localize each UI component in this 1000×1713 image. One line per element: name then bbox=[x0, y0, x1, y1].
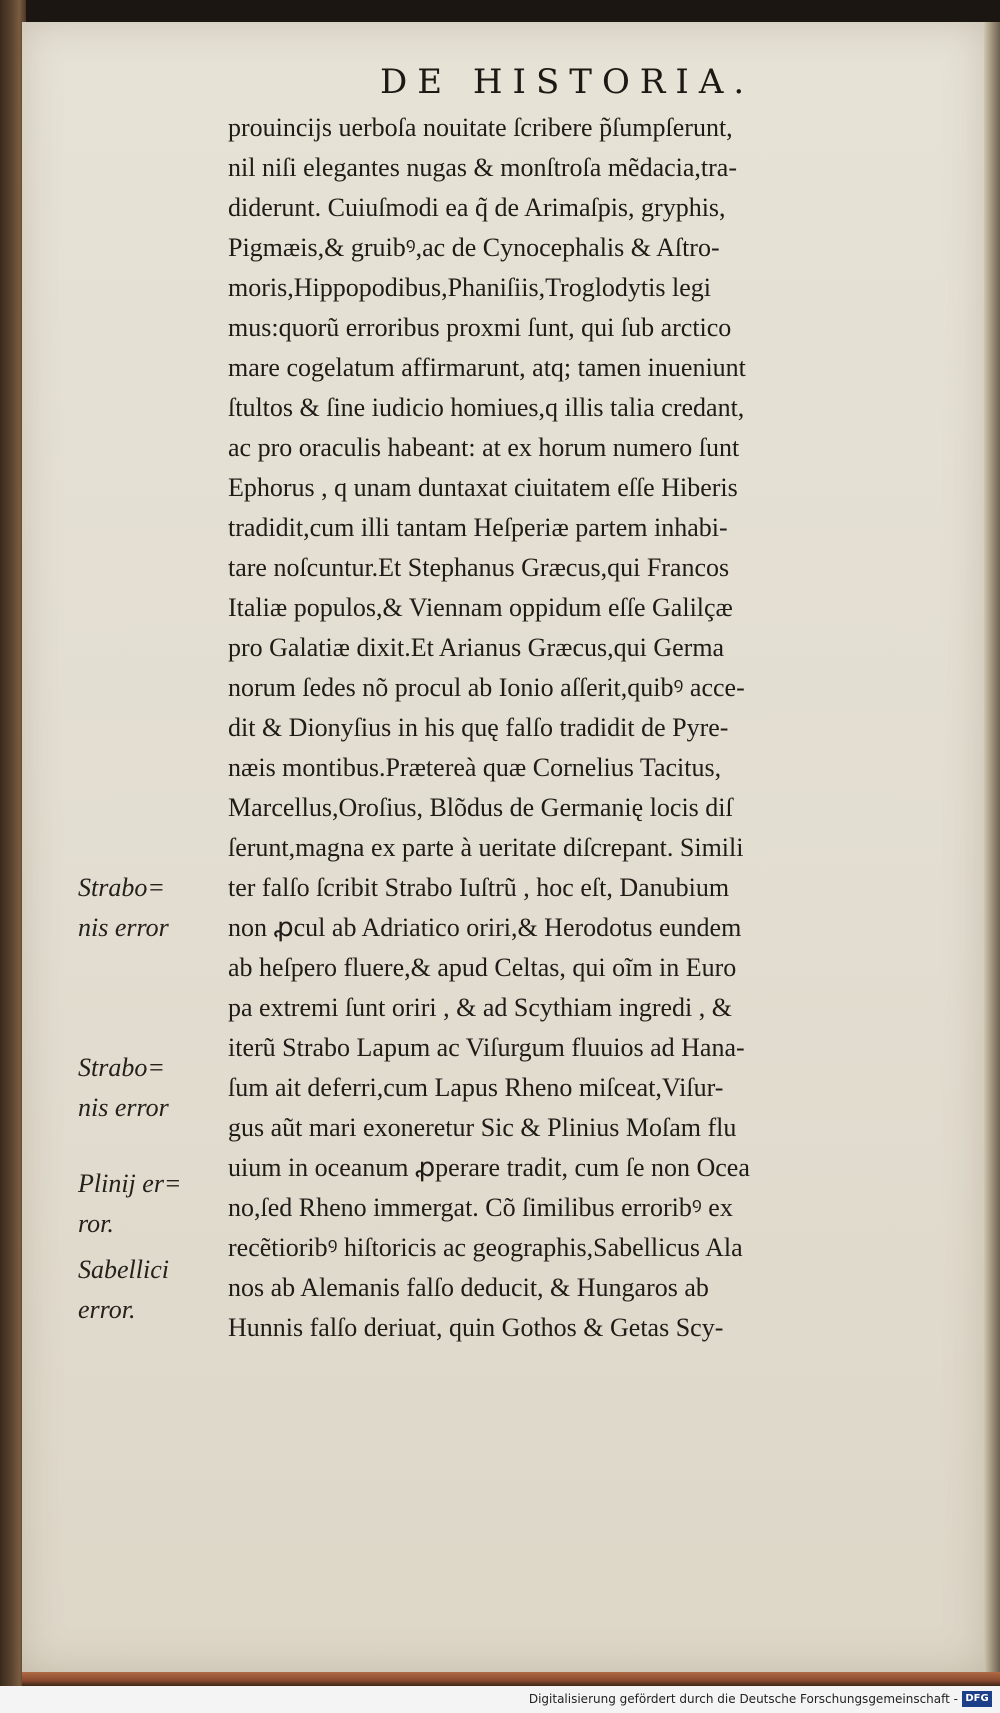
text-line: nil niſi elegantes nugas & monſtroſa mẽdacia,tra- bbox=[228, 153, 738, 182]
marginal-note-line: Plinij er= bbox=[78, 1169, 182, 1198]
text-line: moris,Hippopodibus,Phaniſiis,Troglodytis legi bbox=[228, 273, 711, 302]
text-line: ab heſpero fluere,& apud Celtas, qui oĩm in Euro bbox=[228, 953, 737, 982]
text-line: Pigmæis,& gruibꝰ,ac de Cynocephalis & Aſtro- bbox=[228, 233, 720, 262]
text-line: iterũ Strabo Lapum ac Viſurgum fluuios ad Hana- bbox=[228, 1033, 745, 1062]
text-line: tare noſcuntur.Et Stephanus Græcus,qui Francos bbox=[228, 553, 730, 582]
marginal-note-strabo bbox=[78, 868, 218, 948]
text-line: gus aũt mari exoneretur Sic & Plinius Moſam flu bbox=[228, 1113, 737, 1142]
marginal-note-strabo-2 bbox=[78, 1048, 218, 1128]
marginal-note-line: Strabo= bbox=[78, 1053, 165, 1082]
text-line: næis montibus.Prætereà quæ Cornelius Tacitus, bbox=[228, 753, 722, 782]
text-line: nos ab Alemanis falſo deducit, & Hungaros ab bbox=[228, 1273, 709, 1302]
running-head: DE HISTORIA. bbox=[380, 62, 755, 102]
funding-credit: Digitalisierung gefördert durch die Deutsche Forschungsgemeinschaft - bbox=[528, 1692, 958, 1706]
text-line: pa extremi ſunt oriri , & ad Scythiam ingredi , & bbox=[228, 993, 733, 1022]
text-line: mus:quorũ erroribus proxmi ſunt, qui ſub arctico bbox=[228, 313, 732, 342]
text-line: ſtultos & ſine iudicio homiues,q illis talia credant, bbox=[228, 393, 745, 422]
text-line: Italiæ populos,& Viennam oppidum eſſe Galilçæ bbox=[228, 593, 733, 622]
body-text bbox=[228, 108, 980, 1348]
text-line: recẽtioribꝰ hiſtoricis ac geographis,Sabellicus Ala bbox=[228, 1233, 743, 1262]
marginal-note-sabellicus bbox=[78, 1250, 218, 1330]
digitization-footer bbox=[0, 1686, 1000, 1713]
text-line: no,ſed Rheno immergat. Cõ ſimilibus erroribꝰ ex bbox=[228, 1193, 733, 1222]
text-line: prouincijs uerboſa nouitate ſcribere p̃ſumpſerunt, bbox=[228, 113, 733, 142]
marginal-note-plinius bbox=[78, 1164, 218, 1244]
marginal-note-line: Sabellici bbox=[78, 1255, 169, 1284]
text-line: pro Galatiæ dixit.Et Arianus Græcus,qui Germa bbox=[228, 633, 725, 662]
text-line: norum ſedes nõ procul ab Ionio aſſerit,quibꝰ acce- bbox=[228, 673, 745, 702]
text-line: Ephorus , q unam duntaxat ciuitatem eſſe Hiberis bbox=[228, 473, 738, 502]
text-line: Marcellus,Oroſius, Blõdus de Germanię locis diſ bbox=[228, 793, 733, 822]
text-line: diderunt. Cuiuſmodi ea q̃ de Arimaſpis, gryphis, bbox=[228, 193, 726, 222]
text-line: ſerunt,magna ex parte à ueritate diſcrepant. Simili bbox=[228, 833, 744, 862]
marginal-note-line: Strabo= bbox=[78, 873, 165, 902]
text-line: dit & Dionyſius in his quę falſo tradidit de Pyre- bbox=[228, 713, 729, 742]
text-line: ter falſo ſcribit Strabo Iuſtrũ , hoc eſt, Danubium bbox=[228, 873, 730, 902]
marginal-note-line: nis error bbox=[78, 913, 169, 942]
dfg-logo-icon: DFG bbox=[962, 1691, 992, 1707]
text-line: ac pro oraculis habeant: at ex horum numero ſunt bbox=[228, 433, 740, 462]
text-line: mare cogelatum affirmarunt, atq; tamen inueniunt bbox=[228, 353, 746, 382]
marginal-note-line: nis error bbox=[78, 1093, 169, 1122]
marginal-note-line: ror. bbox=[78, 1209, 114, 1238]
text-line: uium in oceanum ꝓperare tradit, cum ſe non Ocea bbox=[228, 1153, 750, 1182]
book-bottom-edge bbox=[22, 1672, 1000, 1686]
text-line: Hunnis falſo deriuat, quin Gothos & Getas Scy- bbox=[228, 1313, 724, 1342]
text-line: ſum ait deferri,cum Lapus Rheno miſceat,Viſur- bbox=[228, 1073, 724, 1102]
page-edge bbox=[984, 22, 1000, 1672]
text-line: tradidit,cum illi tantam Heſperiæ partem inhabi- bbox=[228, 513, 728, 542]
text-line: non ꝓcul ab Adriatico oriri,& Herodotus eundem bbox=[228, 913, 742, 942]
marginal-note-line: error. bbox=[78, 1295, 136, 1324]
